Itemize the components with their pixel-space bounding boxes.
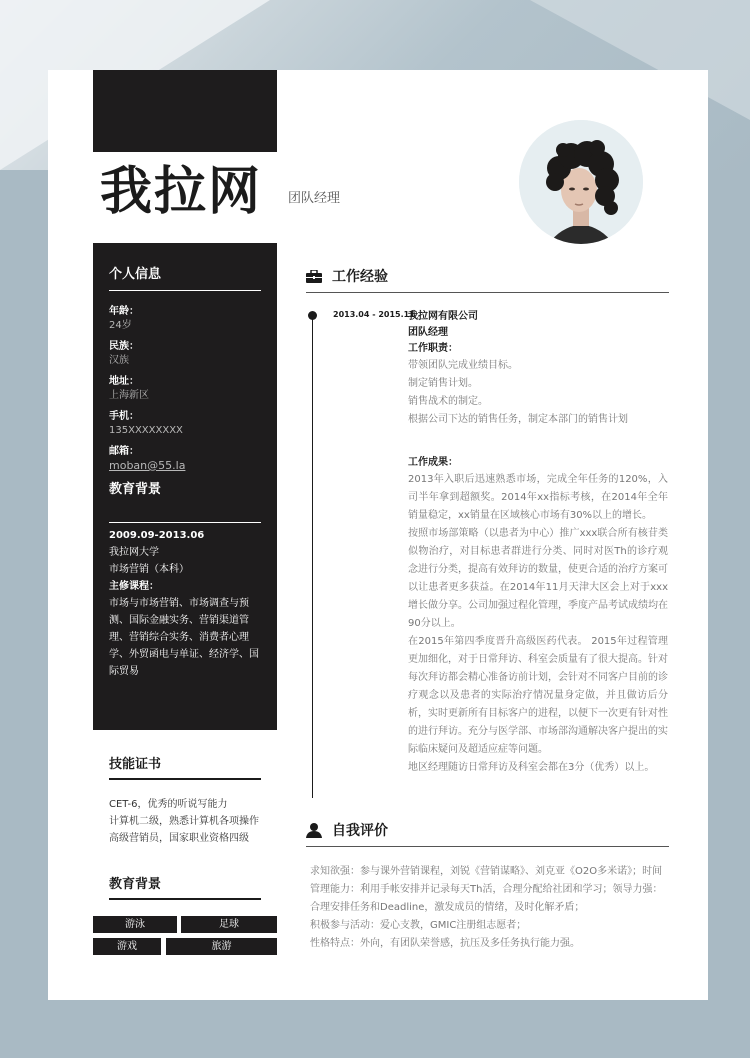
work-date: 2013.04 - 2015.11 [333,310,415,319]
info-field-phone [109,410,261,438]
personal-info-heading: 个人信息 [109,263,261,291]
result-paragraph: 2013年入职后迅速熟悉市场，完成全年任务的120%，入司半年拿到超额奖。2014年xx指标考核，在2014年全年销量稳定，xx销量在区域核心市场有30%以上的增长。 [408,474,668,521]
result-paragraph: 地区经理随访日常拜访及科室会都在3分（优秀）以上。 [408,762,655,773]
duties-label: 工作职责： [408,343,458,354]
education-school: 我拉网大学 [109,547,159,558]
company-name: 我拉网有限公司 [408,311,478,322]
age-label: 年龄： [109,306,139,317]
skills-heading: 技能证书 [109,753,261,780]
self-eval-line: 性格特点：外向，有团队荣誉感，抗压及多任务执行能力强。 [310,938,580,949]
hobby-tag: 旅游 [166,938,277,955]
result-paragraph: 在2015年第四季度晋升高级医药代表。 2015年过程管理更加细化，对于日常拜访、科室会质量有了很大提高。针对每次拜访都会精心准备访前计划，会针对不同客户目前的诊疗观念以及患者的实际治疗情况量身定做，并且做访后分析，实时更新所有目标客户的进程，以便下一次更有针对性的进行拜访。充分与医学部、市场部沟通解决客户提出的实际临床疑问及超适应症等问题。 [408,636,668,755]
resume-page [48,70,708,1000]
hobby-tag: 游戏 [93,938,161,955]
person-icon [306,823,322,838]
work-experience-header [306,266,669,293]
education-major: 市场营销（本科） [109,564,189,575]
self-eval-line: 求知欲强：参与课外营销课程，刘锐《营销谋略》、刘克亚《O2O多米诺》；时间管理能力：利用手帐安排并记录每天Th活，合理分配给社团和学习；领导力强：合理安排任务和Deadline，激发成员的情绪，及时化解矛盾； [310,866,663,913]
hobby-tag: 游泳 [93,916,177,933]
hobbies-heading: 教育背景 [109,873,261,900]
brand-title: 我拉网 [100,162,263,222]
timeline-dot [308,311,317,320]
results-label: 工作成果： [408,457,458,468]
courses-text: 市场与市场营销、市场调查与预测、国际金融实务、营销渠道管理、营销综合实务、消费者心理学、外贸函电与单证、经济学、国际贸易 [109,598,259,677]
hobby-tag: 足球 [181,916,277,933]
phone-label: 手机： [109,411,139,422]
duty-item: 根据公司下达的销售任务，制定本部门的销售计划 [408,414,628,425]
self-evaluation-heading: 自我评价 [332,823,388,839]
avatar [519,120,643,244]
skill-item: 高级营销员，国家职业资格四级 [109,833,249,844]
sidebar-top-block [93,70,277,152]
duty-item: 制定销售计划。 [408,378,478,389]
address-value: 上海新区 [109,390,149,401]
email-value[interactable]: moban@55.la [109,459,186,472]
skill-item: 计算机二级，熟悉计算机各项操作 [109,816,259,827]
info-field-ethnicity [109,340,261,368]
education-divider [109,497,261,523]
skills-section [109,753,261,847]
ethnicity-value: 汉族 [109,355,129,366]
ethnicity-label: 民族： [109,341,139,352]
info-field-address [109,375,261,403]
briefcase-icon [306,270,322,283]
age-value: 24岁 [109,320,132,331]
education-period: 2009.09-2013.06 [109,530,205,541]
self-evaluation-text [310,863,670,953]
avatar-portrait-icon [519,120,643,244]
email-label: 邮箱： [109,446,139,457]
education-heading: 教育背景 [109,482,162,497]
courses-label: 主修课程： [109,581,159,592]
self-eval-line: 积极参与活动：爱心支教，GMIC注册组志愿者； [310,920,527,931]
work-entry [408,309,668,777]
hobbies-section [109,873,261,900]
work-role: 团队经理 [408,327,448,338]
info-field-email [109,445,261,473]
address-label: 地址： [109,376,139,387]
result-paragraph: 按照市场部策略（以患者为中心）推广xxx联合所有核苷类似物治疗，对目标患者群进行分类、同时对医Th的诊疗观念进行分类，提高有效拜访的数量，使更合适的治疗方案可以让患者更多获益。在2014年11月天津大区会上对于xxx增长做分享。公司加强过程化管理，季度产品考试成绩均在 90分以上。 [408,528,668,629]
self-evaluation-header [306,820,669,847]
duty-item: 带领团队完成业绩目标。 [408,360,518,371]
sidebar-personal-info [93,243,277,730]
info-field-age [109,305,261,333]
skill-item: CET-6，优秀的听说写能力 [109,799,228,810]
timeline-line [312,314,313,798]
job-title: 团队经理 [288,191,341,206]
work-experience-heading: 工作经验 [332,269,388,285]
duty-item: 销售战术的制定。 [408,396,488,407]
phone-value: 135XXXXXXXX [109,425,183,436]
